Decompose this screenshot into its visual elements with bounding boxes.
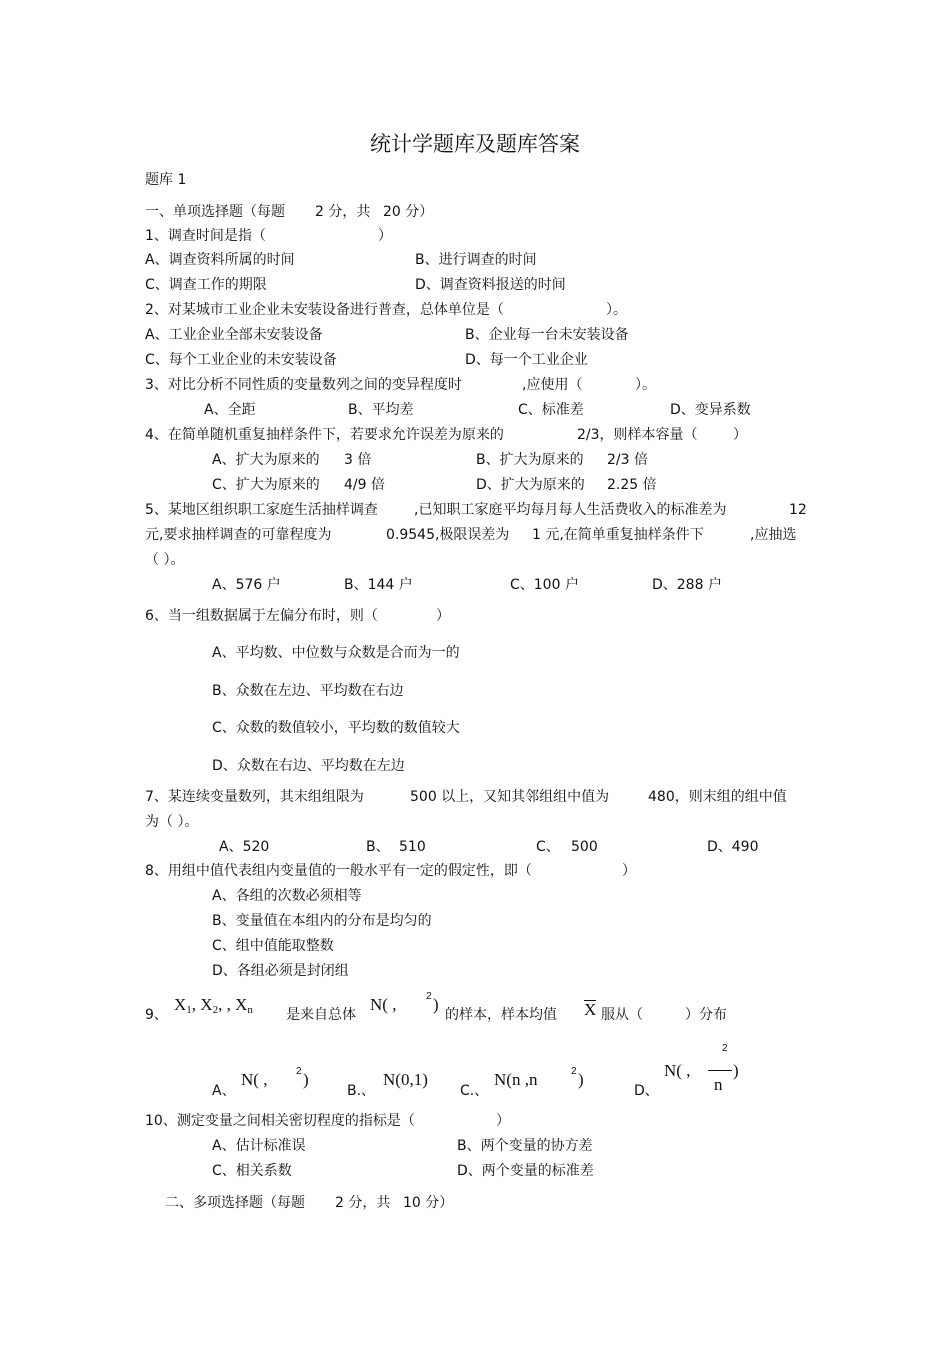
q5-line3: （ ）。 <box>145 552 185 568</box>
q4-stem-b: 2/3，则样本容量（ <box>577 427 698 443</box>
q2-option-c: C、每个工业企业的未安装设备 <box>145 352 337 368</box>
q9-option-d-expr: N( , <box>664 1061 691 1080</box>
q9-option-d-close: ) <box>733 1061 739 1080</box>
q9-population-sq: 2 <box>426 991 432 1002</box>
q4-close: ） <box>733 427 747 443</box>
section1-heading-a: 一、单项选择题（每题 <box>145 204 285 220</box>
q9-option-c-expr: N(n ,n <box>494 1070 538 1089</box>
q6-option-a: A、平均数、中位数与众数是合而为一的 <box>212 645 460 661</box>
q6-option-b: B、众数在左边、平均数在右边 <box>212 683 404 699</box>
q9-option-a-sq: 2 <box>296 1066 302 1077</box>
q9-option-b-expr: N(0,1) <box>383 1070 428 1089</box>
q9-option-b-label: B.、 <box>347 1083 376 1099</box>
q7-option-c: C、 <box>536 839 560 855</box>
q4-option-c: C、扩大为原来的 <box>212 477 320 493</box>
q9-text1: 是来自总体 <box>286 1007 356 1023</box>
section2-heading-a: 二、多项选择题（每题 <box>165 1195 305 1211</box>
q8-option-c: C、组中值能取整数 <box>212 938 334 954</box>
q4-option-a-value: 3 倍 <box>344 452 372 468</box>
q9-option-c-sq: 2 <box>571 1066 577 1077</box>
q10-option-a: A、估计标准误 <box>212 1138 306 1154</box>
q9-population-close: ) <box>433 995 439 1014</box>
q5-line1-c: 12 <box>789 502 807 518</box>
q9-text2: 的样本，样本均值 <box>445 1007 557 1023</box>
q9-option-d-fraction-bar <box>708 1070 732 1071</box>
q3-option-b: B、平均差 <box>348 402 414 418</box>
q2-close: ）。 <box>606 302 627 318</box>
q7-option-d: D、490 <box>707 839 759 855</box>
section2-heading-c: 10 分） <box>403 1195 454 1211</box>
q9-population-dist: N( , <box>370 995 397 1014</box>
q9-option-a-label: A、 <box>212 1083 236 1099</box>
q5-line1-b: ,已知职工家庭平均每月每人生活费收入的标准差为 <box>414 502 727 518</box>
q8-option-a: A、各组的次数必须相等 <box>212 888 362 904</box>
q9-option-c-close: ) <box>578 1070 584 1089</box>
q3-option-c: C、标准差 <box>518 402 584 418</box>
section2-heading-b: 2 分，共 <box>335 1195 391 1211</box>
q2-stem: 2、对某城市工业企业未安装设备进行普查，总体单位是（ <box>145 302 504 318</box>
q10-stem: 10、测定变量之间相关密切程度的指标是（ <box>145 1113 415 1129</box>
bank-label: 题库 1 <box>145 172 187 188</box>
q7-option-a: A、520 <box>219 839 270 855</box>
q4-option-b: B、扩大为原来的 <box>476 452 584 468</box>
q8-close: ） <box>622 863 636 879</box>
q6-option-c: C、众数的数值较小，平均数的数值较大 <box>212 720 460 736</box>
q9-option-d-label: D、 <box>634 1083 659 1099</box>
q9-option-a-close: ) <box>303 1070 309 1089</box>
q10-option-b: B、两个变量的协方差 <box>457 1138 593 1154</box>
q7-line1-a: 7、某连续变量数列，其末组组限为 <box>145 789 364 805</box>
q4-option-d: D、扩大为原来的 <box>476 477 585 493</box>
q9-option-c-label: C.、 <box>460 1083 489 1099</box>
q3-close: ）。 <box>635 377 656 393</box>
q7-line1-b: 500 以上，又知其邻组组中值为 <box>410 789 610 805</box>
q9-text3: 服从（ <box>601 1007 643 1023</box>
q2-option-a: A、工业企业全部未安装设备 <box>145 327 323 343</box>
q4-stem-a: 4、在简单随机重复抽样条件下，若要求允许误差为原来的 <box>145 427 504 443</box>
q5-line2-c: 1 元,在简单重复抽样条件下 <box>532 527 704 543</box>
section1-heading-c: 20 分） <box>383 204 434 220</box>
q5-line2-d: ,应抽选 <box>750 527 797 543</box>
q5-option-c: C、100 户 <box>510 577 579 593</box>
q8-option-b: B、变量值在本组内的分布是均匀的 <box>212 913 432 929</box>
q1-option-c: C、调查工作的期限 <box>145 277 267 293</box>
q9-option-d-denominator: n <box>714 1075 723 1094</box>
q9-option-d-sq: 2 <box>722 1043 728 1054</box>
q3-stem-a: 3、对比分析不同性质的变量数列之间的变异程度时 <box>145 377 462 393</box>
q5-option-d: D、288 户 <box>652 577 722 593</box>
q10-option-c: C、相关系数 <box>212 1163 292 1179</box>
q1-option-b: B、进行调查的时间 <box>415 252 537 268</box>
q9-sample-vars: X1, X2, , Xn <box>174 995 253 1016</box>
q9-option-a-expr: N( , <box>241 1070 268 1089</box>
q9-sample-mean: X <box>584 1000 597 1019</box>
section1-heading-b: 2 分，共 <box>315 204 371 220</box>
q3-stem-b: ,应使用（ <box>522 377 583 393</box>
q3-option-a: A、全距 <box>204 402 256 418</box>
q5-line1-a: 5、某地区组织职工家庭生活抽样调查 <box>145 502 378 518</box>
q6-stem: 6、当一组数据属于左偏分布时，则（ <box>145 608 378 624</box>
q6-option-d: D、众数在右边、平均数在左边 <box>212 758 405 774</box>
q1-option-d: D、调查资料报送的时间 <box>415 277 566 293</box>
q5-option-b: B、144 户 <box>344 577 413 593</box>
page-title: 统计学题库及题库答案 <box>370 132 580 156</box>
q7-line1-c: 480，则末组的组中值 <box>648 789 787 805</box>
q9-number: 9、 <box>145 1007 168 1023</box>
q3-option-d: D、变异系数 <box>670 402 751 418</box>
q9-text4: ）分布 <box>685 1007 727 1023</box>
q1-close: ） <box>378 228 392 244</box>
q5-line2-b: 0.9545,极限误差为 <box>386 527 510 543</box>
q10-option-d: D、两个变量的标准差 <box>457 1163 594 1179</box>
q2-option-b: B、企业每一台未安装设备 <box>465 327 629 343</box>
q4-option-c-value: 4/9 倍 <box>344 477 385 493</box>
q7-line2: 为（ ）。 <box>145 814 199 830</box>
q4-option-a: A、扩大为原来的 <box>212 452 320 468</box>
q7-option-b-value: 510 <box>399 839 426 855</box>
q6-close: ） <box>436 608 450 624</box>
q4-option-b-value: 2/3 倍 <box>607 452 648 468</box>
q7-option-b: B、 <box>366 839 390 855</box>
q10-close: ） <box>496 1113 510 1129</box>
q2-option-d: D、每一个工业企业 <box>465 352 588 368</box>
q8-option-d: D、各组必须是封闭组 <box>212 963 349 979</box>
q5-line2-a: 元,要求抽样调查的可靠程度为 <box>145 527 332 543</box>
q4-option-d-value: 2.25 倍 <box>607 477 657 493</box>
q7-option-c-value: 500 <box>571 839 598 855</box>
q5-option-a: A、576 户 <box>212 577 281 593</box>
q1-option-a: A、调查资料所属的时间 <box>145 252 295 268</box>
q1-stem: 1、调查时间是指（ <box>145 228 266 244</box>
q8-stem: 8、用组中值代表组内变量值的一般水平有一定的假定性，即（ <box>145 863 532 879</box>
